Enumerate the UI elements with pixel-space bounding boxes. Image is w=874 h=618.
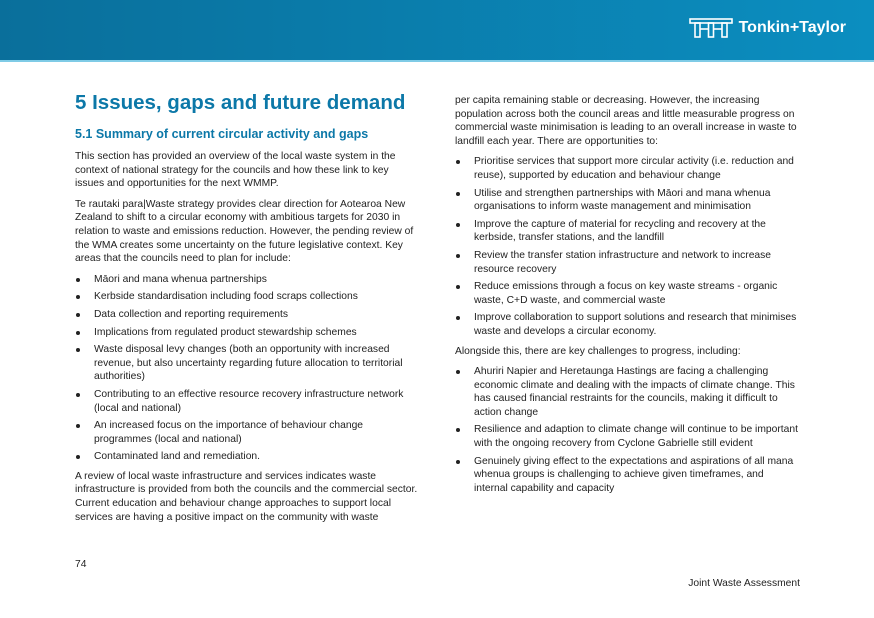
infrastructure-paragraph: A review of local waste infrastructure and services indicates waste infrastructure is provided from both the councils and the commercial sector. Current education and behaviour change approaches to support local services are having a positive impact on the community with waste [75,470,418,523]
list-item: Reduce emissions through a focus on key waste streams - organic waste, C+D waste, and commercial waste [455,280,800,307]
list-item: Improve collaboration to support solutions and research that minimises waste and develops a circular economy. [455,311,800,338]
opportunities-list [455,155,800,338]
list-item: Contaminated land and remediation. [75,450,420,464]
continued-paragraph: per capita remaining stable or decreasing. However, the increasing population across both the council areas and little measurable progress on commercial waste minimisation is leading to an overall increase in waste to landfill each year. There are opportunities to: [455,95,797,147]
intro-paragraph: This section has provided an overview of the local waste system in the context of national strategy for the councils and how these link to key issues and opportunities for the next WMMP. [75,151,396,190]
header-accent-line [0,60,874,62]
company-logo [689,16,846,40]
strategy-paragraph: Te rautaki para|Waste strategy provides clear direction for Aotearoa New Zealand to shift to a circular economy with ambitious targets for 2030 in relation to waste and emissions reduction. However, the pending review of the WMA creates some uncertainty on the future legislative context. Key areas that the councils need to plan for include: [75,198,414,265]
list-item: Ahuriri Napier and Heretaunga Hastings are facing a challenging economic climate and dealing with the impacts of climate change. This has caused financial restraints for the councils, making it difficult to action change [455,365,800,419]
challenges-list [455,365,800,495]
list-item: Utilise and strengthen partnerships with Māori and mana whenua organisations to inform waste management and minimisation [455,187,800,214]
list-item: Prioritise services that support more circular activity (i.e. reduction and reuse), supported by education and behaviour change [455,155,800,182]
left-column [75,90,420,531]
list-item: Review the transfer station infrastructure and network to increase resource recovery [455,249,800,276]
tonkin-taylor-logo-icon [689,18,733,38]
page-number: 74 [75,559,87,570]
list-item: Resilience and adaption to climate change will continue to be important with the ongoing recovery from Cyclone Gabrielle still evident [455,423,800,450]
list-item: Kerbside standardisation including food scraps collections [75,290,420,304]
section-heading: 5 Issues, gaps and future demand [75,91,406,114]
list-item: Māori and mana whenua partnerships [75,273,420,287]
logo-text: Tonkin+Taylor [738,19,846,36]
list-item: An increased focus on the importance of behaviour change programmes (local and national) [75,419,420,446]
list-item: Genuinely giving effect to the expectations and aspirations of all mana whenua groups is challenging to achieve given timeframes, and internal capability and capacity [455,455,800,496]
list-item: Improve the capture of material for recycling and recovery at the kerbside, transfer stations, and the landfill [455,218,800,245]
right-column [455,94,800,501]
footer-document-title: Joint Waste Assessment [688,578,800,589]
page-header-band [0,0,874,60]
list-item: Waste disposal levy changes (both an opportunity with increased revenue, but also uncertainty regarding future allocation to territorial authorities) [75,343,420,384]
key-areas-list [75,273,420,464]
list-item: Implications from regulated product stewardship schemes [75,326,420,340]
list-item: Contributing to an effective resource recovery infrastructure network (local and national) [75,388,420,415]
challenges-intro: Alongside this, there are key challenges to progress, including: [455,345,741,357]
list-item: Data collection and reporting requirements [75,308,420,322]
subsection-heading: 5.1 Summary of current circular activity and gaps [75,127,369,141]
